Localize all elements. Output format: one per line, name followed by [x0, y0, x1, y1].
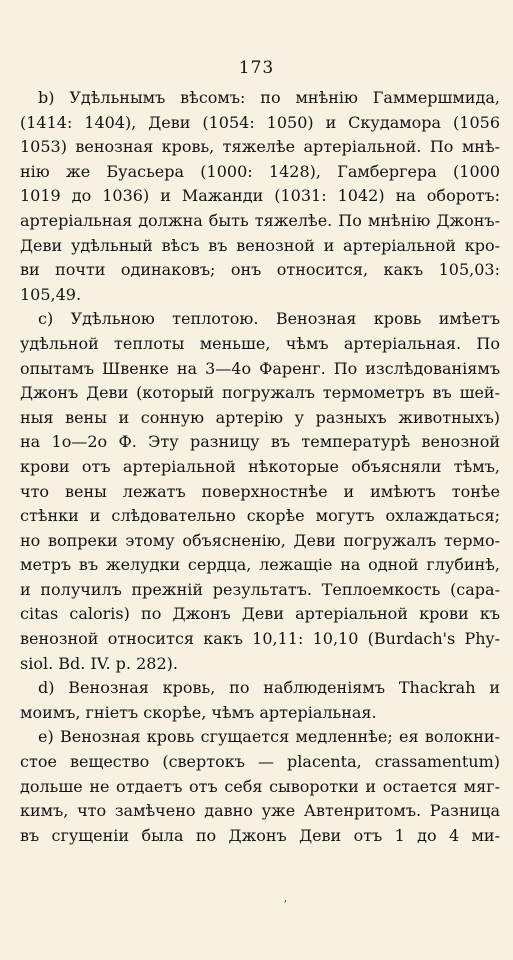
text-line: моимъ, гніетъ скорѣе, чѣмъ артеріальная. [20, 702, 377, 722]
text-line: и получилъ прежній результатъ. Теплоемкость (capa- [20, 579, 500, 599]
text-line: с) Удѣльною теплотою. Венозная кровь имѣетъ [38, 309, 500, 329]
text-line: siol. Bd. IV. p. 282). [20, 653, 178, 673]
text-line: e) Венозная кровь сгущается медленнѣе; ея волокни- [38, 727, 500, 747]
text-line: крови отъ артеріальной нѣкоторые объясняли тѣмъ, [20, 456, 500, 476]
text-line: (1414: 1404), Деви (1054: 1050) и Скудамора (1056 [20, 112, 500, 132]
text-line: стѣнки и слѣдовательно скорѣе могутъ охлаждаться; [20, 506, 500, 526]
text-line: 1053) венозная кровь, тяжелѣе артеріальной. По мнѣ- [20, 137, 500, 157]
text-line: венозной относится какъ 10,11: 10,10 (Burdach's Phy- [20, 629, 500, 649]
text-line: ви почти одинаковъ; онъ относится, какъ 105,03: [20, 260, 500, 280]
text-line: citas caloris) по Джонъ Деви артеріальной крови къ [20, 604, 500, 624]
text-line: опытамъ Швенке на 3—4o Фаренг. По изслѣдованіямъ [20, 358, 500, 378]
text-line: въ сгущеніи была по Джонъ Деви отъ 1 до 4 ми- [20, 825, 500, 845]
text-line: b) Удѣльнымъ вѣсомъ: по мнѣнію Гаммершмида, [38, 88, 500, 107]
text-line: d) Венозная кровь, по наблюденіямъ Thackrah и [38, 678, 500, 698]
text-line: что вены лежатъ поверхностнѣе и имѣютъ тонѣе [20, 481, 500, 501]
text-line: 1019 до 1036) и Мажанди (1031: 1042) на оборотъ: [20, 186, 500, 206]
text-line: метръ въ желудки сердца, лежащіе на одной глубинѣ, [20, 555, 500, 575]
text-line: удѣльной теплоты меньше, чѣмъ артеріальная. По [20, 333, 500, 353]
text-line: стое вещество (свертокъ — placenta, crassamentum) [20, 752, 500, 772]
text-line: дольше не отдаетъ отъ себя сыворотки и остается мяг- [20, 776, 500, 796]
text-line: нію же Буасьера (1000: 1428), Гамбергера (1000 [20, 161, 500, 181]
text-line: на 1o—2o Ф. Эту разницу въ температурѣ венозной [20, 432, 500, 452]
text-line: артеріальная должна быть тяжелѣе. По мнѣнію Джонъ- [20, 210, 500, 230]
text-line: но вопреки этому объясненію, Деви погружалъ термо- [20, 530, 500, 550]
stray-ink-mark: ʼ [283, 898, 287, 912]
text-line: 105,49. [20, 284, 82, 304]
page-number: 173 [238, 58, 275, 78]
body-text [20, 86, 500, 848]
text-line: Деви удѣльный вѣсъ въ венозной и артеріальной кро- [20, 235, 500, 255]
text-line: Джонъ Деви (который погружалъ термометръ въ шей- [20, 383, 500, 403]
text-line: кимъ, что замѣчено давно уже Автенритомъ. Разница [20, 801, 500, 821]
text-line: ныя вены и сонную артерію у разныхъ животныхъ) [20, 407, 500, 427]
